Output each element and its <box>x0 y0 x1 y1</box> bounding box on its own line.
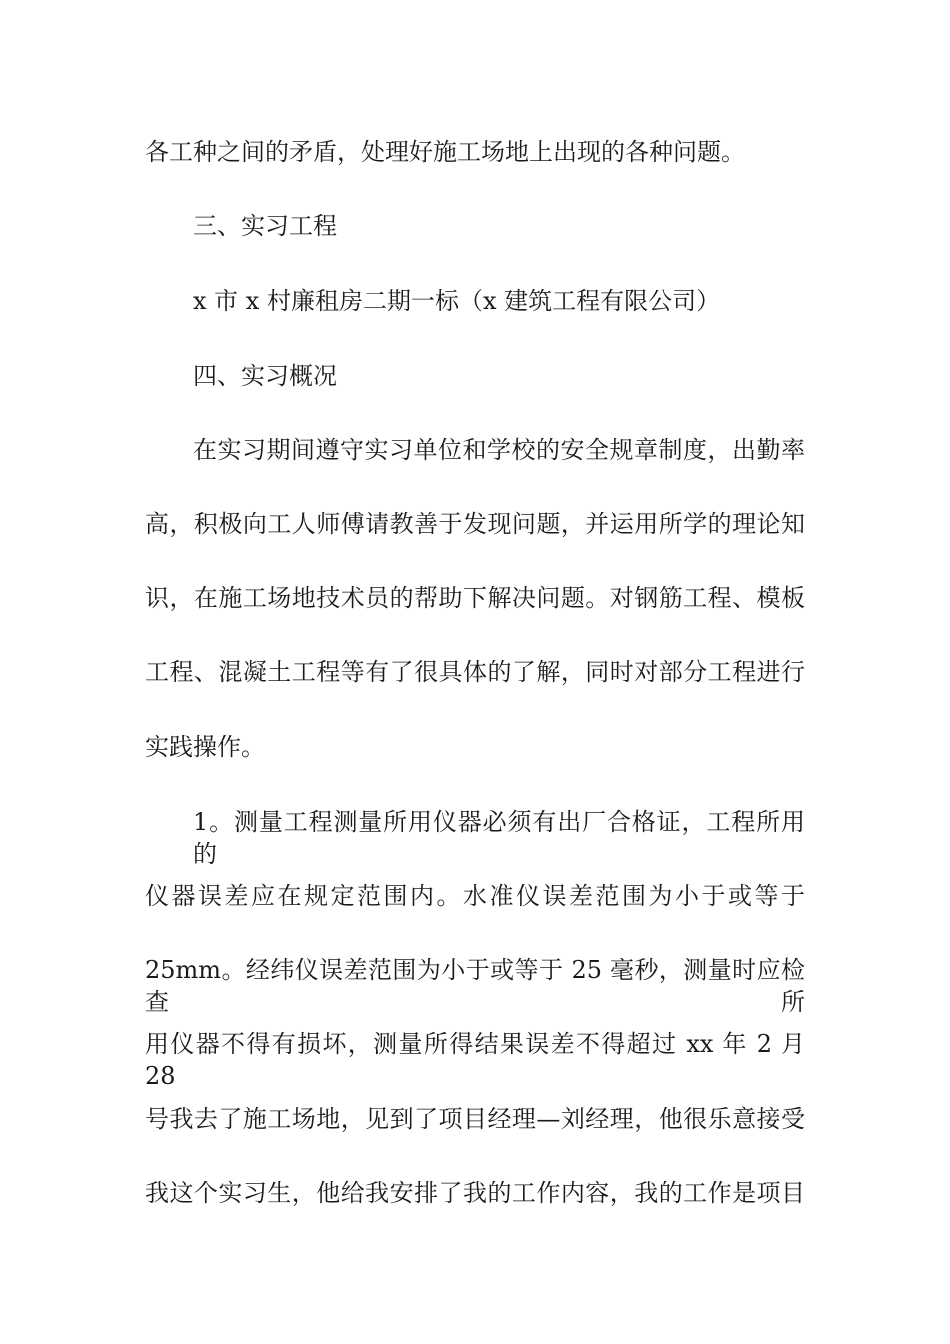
section-heading-3: 三、实习工程 <box>193 212 337 240</box>
text-line-15: 我这个实习生，他给我安排了我的工作内容，我的工作是项目 <box>145 1179 805 1207</box>
text-line-7: 识，在施工场地技术员的帮助下解决问题。对钢筋工程、模板 <box>145 584 805 612</box>
text-line-1: 各工种之间的矛盾，处理好施工场地上出现的各种问题。 <box>145 138 745 166</box>
text-line-14: 号我去了施工场地，见到了项目经理—刘经理，他很乐意接受 <box>145 1105 805 1133</box>
text-line-10: 1。测量工程测量所用仪器必须有出厂合格证，工程所用的 <box>193 808 805 868</box>
section-heading-4: 四、实习概况 <box>193 362 337 390</box>
text-line-5: 在实习期间遵守实习单位和学校的安全规章制度，出勤率 <box>193 436 805 464</box>
text-line-6: 高，积极向工人师傅请教善于发现问题，并运用所学的理论知 <box>145 510 805 538</box>
text-line-13: 用仪器不得有损坏，测量所得结果误差不得超过 xx 年 2 月 28 <box>145 1030 805 1090</box>
text-line-11: 仪器误差应在规定范围内。水准仪误差范围为小于或等于 <box>145 882 805 910</box>
text-line-8: 工程、混凝土工程等有了很具体的了解，同时对部分工程进行 <box>145 658 805 686</box>
text-line-9: 实践操作。 <box>145 733 265 761</box>
text-line-12: 25mm。经纬仪误差范围为小于或等于 25 毫秒，测量时应检查所 <box>145 956 805 1016</box>
project-name: x 市 x 村廉租房二期一标（x 建筑工程有限公司） <box>193 287 721 315</box>
